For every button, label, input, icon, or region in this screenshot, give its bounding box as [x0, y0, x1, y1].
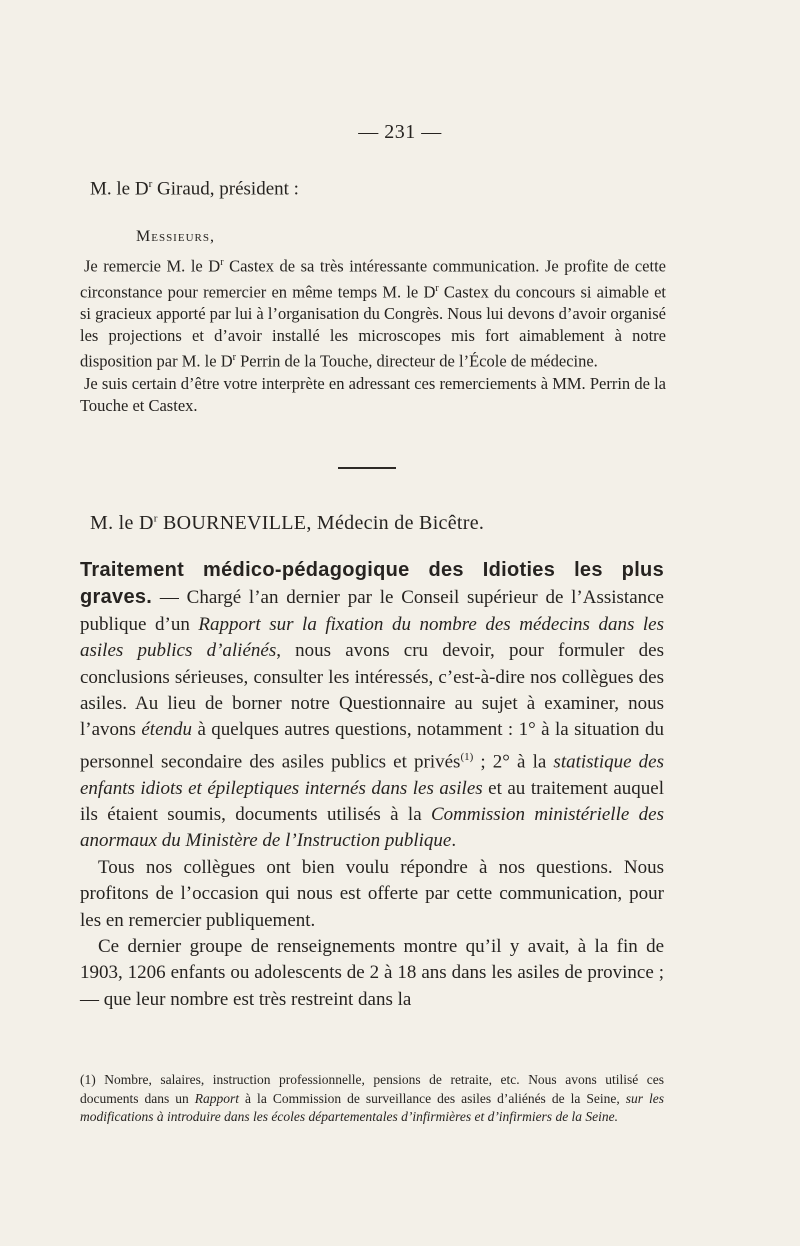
thanks-colleagues-paragraph: Tous nos collègues ont bien voulu répondre à nos questions. Nous profitons de l’occasion qui nous est offerte par cette communication, pour les en remercier publiquement.	[80, 856, 664, 931]
thanks-paragraph: Je remercie M. le $D^r$ Castex de sa très intéressante communication. Je profite de cette circonstance pour remercier en même temps M. le $D^r$ Castex du concours si aimable et si gracieux apporté par lui à l’organisation du Congrès. Nous lui devons d’avoir organisé les projections et d’avoir installé les microscopes mis fort aimablement à notre disposition par M. le $D^r$ Perrin de la Touche, directeur de l’École de médecine.	[80, 256, 666, 371]
speaker-prefix: M. le D	[90, 178, 149, 200]
speaker-name: Giraud, président :	[152, 178, 299, 200]
speaker-heading-giraud	[90, 173, 666, 200]
footnote-reference: (1)	[460, 750, 474, 763]
intro-paragraph: Traitement médico-pédagogique des Idioties les plus graves. — Chargé l’an dernier par le Conseil supérieur de l’Assistance publique d’un Rapport sur la fixation du nombre des médecins dans les asiles publics d’aliénés, nous avons cru devoir, pour formuler des conclusions sérieuses, consulter les intéressés, c’est-à-dire nos collègues des asiles. Au lieu de borner notre Questionnaire au sujet à examiner, nous l’avons étendu à quelques autres questions, notamment : 1° à la situation du personnel secondaire des asiles publics et privés$^{(1)}$ ; 2° à la statistique des enfants idiots et épileptiques internés dans les asiles et au traitement auquel ils étaient soumis, documents utilisés à la Commission ministérielle des anormaux du Ministère de l’Instruction publique.	[80, 559, 665, 852]
communication-title: Traitement médico-pédagogique des Idioties les plus graves.	[80, 559, 664, 609]
section-divider	[338, 467, 396, 469]
statistics-paragraph: Ce dernier groupe de renseignements montre qu’il y avait, à la fin de 1903, 1206 enfants ou adolescents de 2 à 18 ans dans les asiles de province ; — que leur nombre est très restreint dans la	[80, 936, 664, 1010]
title-superscript: r	[148, 178, 153, 190]
bourneville-communication	[80, 557, 664, 1013]
salutation: Messieurs,	[136, 228, 215, 246]
footnote: (1) Nombre, salaires, instruction professionnelle, pensions de retraite, etc. Nous avons utilisé ces documents dans un Rapport à la Commission de surveillance des asiles d’aliénés de la Seine, sur les modifications à introduire dans les écoles départementales d’infirmières et d’infirmiers de la Seine.	[80, 1072, 664, 1124]
page-number: — 231 —	[358, 121, 442, 143]
speaker-heading-bourneville: M. le $D^r$ BOURNEVILLE, Médecin de Bicêtre.	[90, 512, 485, 534]
closing-paragraph: Je suis certain d’être votre interprète en adressant ces remerciements à MM. Perrin de la Touche et Castex.	[80, 373, 666, 415]
president-remarks	[80, 173, 666, 417]
